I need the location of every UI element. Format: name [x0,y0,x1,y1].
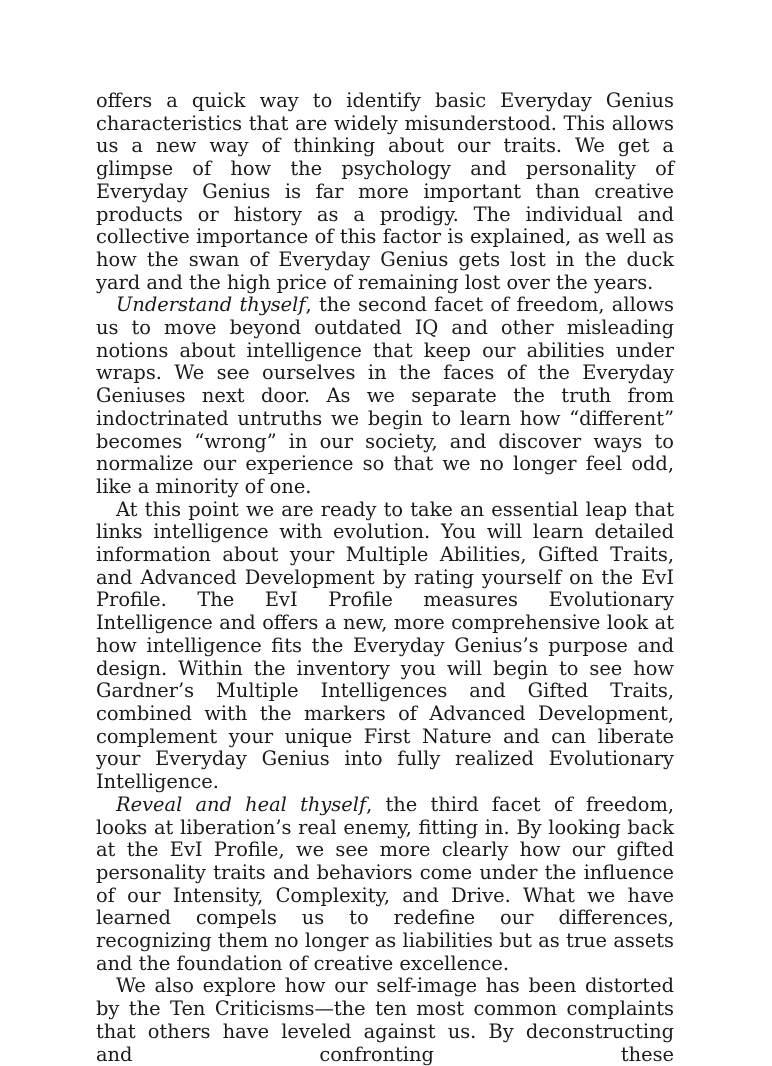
paragraph-4 [96,794,674,976]
paragraph-1 [96,90,674,294]
paragraph-1-text: offers a quick way to identify basic Everyday Genius characteristics that are widely misunderstood. This allows us a new way of thinking about our traits. We get a glimpse of how the psychology and personality of Everyday Genius is far more important than creative products or history as a prodigy. The individual and collective importance of this factor is explained, as well as how the swan of Everyday Genius gets lost in the duck yard and the high price of remaining lost over the years. [96,89,674,294]
paragraph-5-text: We also explore how our self-image has been distorted by the Ten Criticisms—the ten most common complaints that others have leveled against us. By deconstructing and confronting these [96,974,674,1066]
paragraph-2-italic-lead: Understand thyself [116,293,306,317]
paragraph-2 [96,294,674,498]
paragraph-4-italic-lead: Reveal and heal thyself [116,792,367,816]
paragraph-4-text: , the third facet of freedom, looks at liberation’s real enemy, fitting in. By looking back at the EvI Profile, we see more clearly how our gifted personality traits and behaviors come under the influence of our Intensity, Complexity, and Drive. What we have learned compels us to redefine our differences, recognizing them no longer as liabilities but as true assets and the foundation of creative excellence. [96,792,674,975]
paragraph-3 [96,499,674,794]
paragraph-3-text: At this point we are ready to take an essential leap that links intelligence with evolution. You will learn detailed information about your Multiple Abilities, Gifted Traits, and Advanced Development by rating yourself on the EvI Profile. The EvI Profile measures Evolutionary Intelligence and offers a new, more comprehensive look at how intelligence fits the Everyday Genius’s purpose and design. Within the inventory you will begin to see how Gardner’s Multiple Intelligences and Gifted Traits, combined with the markers of Advanced Development, complement your unique First Nature and can liberate your Everyday Genius into fully realized Evolutionary Intelligence. [96,497,674,794]
paragraph-5 [96,975,674,1066]
paragraph-2-text: , the second facet of freedom, allows us to move beyond outdated IQ and other misleading notions about intelligence that keep our abilities under wraps. We see ourselves in the faces of the Everyday Geniuses next door. As we separate the truth from indoctrinated untruths we begin to learn how “different” becomes “wrong” in our society, and discover ways to normalize our experience so that we no longer feel odd, like a minority of one. [96,293,674,498]
book-page [96,90,674,1066]
